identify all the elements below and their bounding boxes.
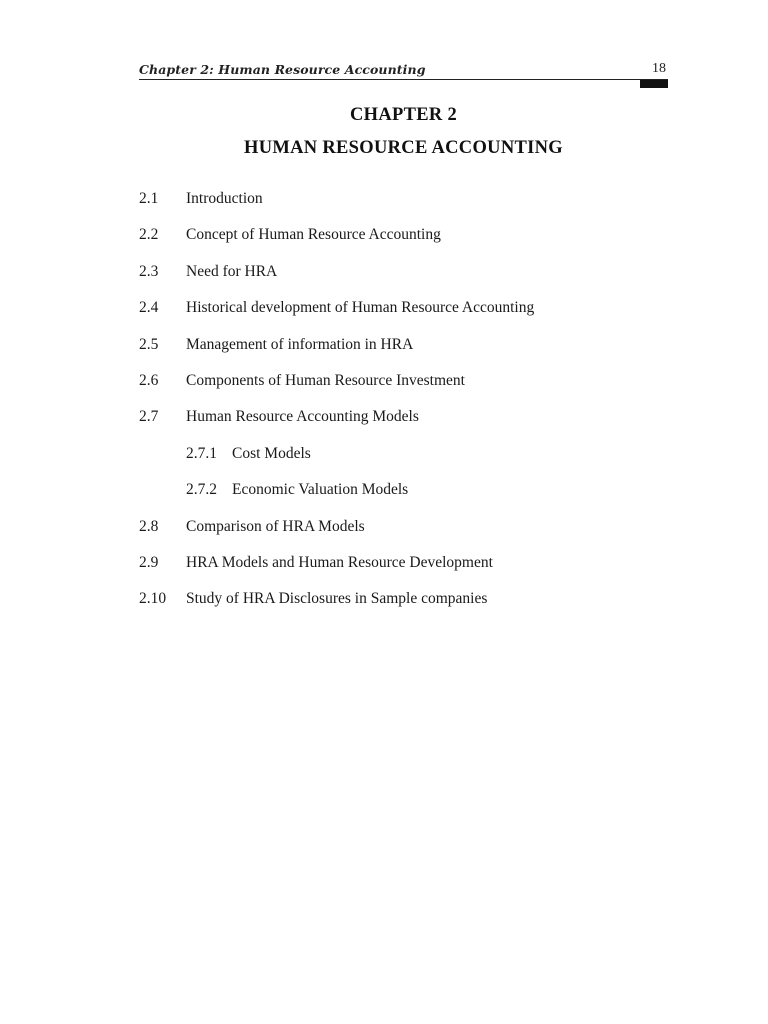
chapter-title: HUMAN RESOURCE ACCOUNTING [244, 138, 563, 158]
toc-item-label: Human Resource Accounting Models [186, 408, 419, 426]
toc-item-label: Concept of Human Resource Accounting [186, 226, 441, 244]
toc-item-number: 2.1 [139, 190, 159, 207]
toc-item [139, 552, 668, 588]
toc-item [139, 188, 668, 224]
toc-item-label: Introduction [186, 190, 263, 207]
toc-item-label: Comparison of HRA Models [186, 517, 365, 535]
toc-item-number: 2.4 [139, 299, 159, 317]
toc-item-label: Cost Models [232, 444, 311, 462]
toc-item-label: Management of information in HRA [186, 335, 414, 353]
toc-item-number: 2.10 [139, 590, 167, 608]
running-header [139, 60, 668, 88]
toc-item-label: HRA Models and Human Resource Development [186, 553, 493, 571]
toc-item-label: Components of Human Resource Investment [186, 371, 465, 389]
toc-item [139, 588, 668, 624]
toc-item-number: 2.7.2 [186, 481, 217, 499]
toc-item-number: 2.5 [139, 335, 159, 353]
table-of-contents [139, 188, 668, 625]
running-title: Chapter 2: Human Resource Accounting [139, 62, 426, 77]
toc-item-number: 2.3 [139, 262, 159, 280]
toc-item [139, 406, 668, 442]
toc-item [139, 297, 668, 333]
toc-item-label: Need for HRA [186, 262, 278, 280]
chapter-label: CHAPTER 2 [349, 105, 458, 125]
toc-item [139, 261, 668, 297]
toc-item-label: Economic Valuation Models [232, 481, 409, 499]
toc-item-number: 2.6 [139, 371, 159, 389]
toc-item-number: 2.7 [139, 408, 159, 426]
toc-item-number: 2.9 [139, 553, 159, 571]
toc-item-number: 2.2 [139, 226, 159, 244]
toc-subitem [139, 443, 668, 479]
page-number: 18 [652, 61, 666, 76]
header-bar [640, 80, 668, 88]
toc-item [139, 516, 668, 552]
toc-item [139, 224, 668, 260]
header-rule [139, 79, 668, 80]
toc-subitem [139, 479, 668, 515]
toc-item [139, 334, 668, 370]
toc-item-number: 2.7.1 [186, 444, 217, 462]
toc-item-label: Historical development of Human Resource Accounting [186, 299, 535, 317]
toc-item-number: 2.8 [139, 517, 159, 535]
toc-item-label: Study of HRA Disclosures in Sample companies [186, 590, 488, 608]
toc-item [139, 370, 668, 406]
